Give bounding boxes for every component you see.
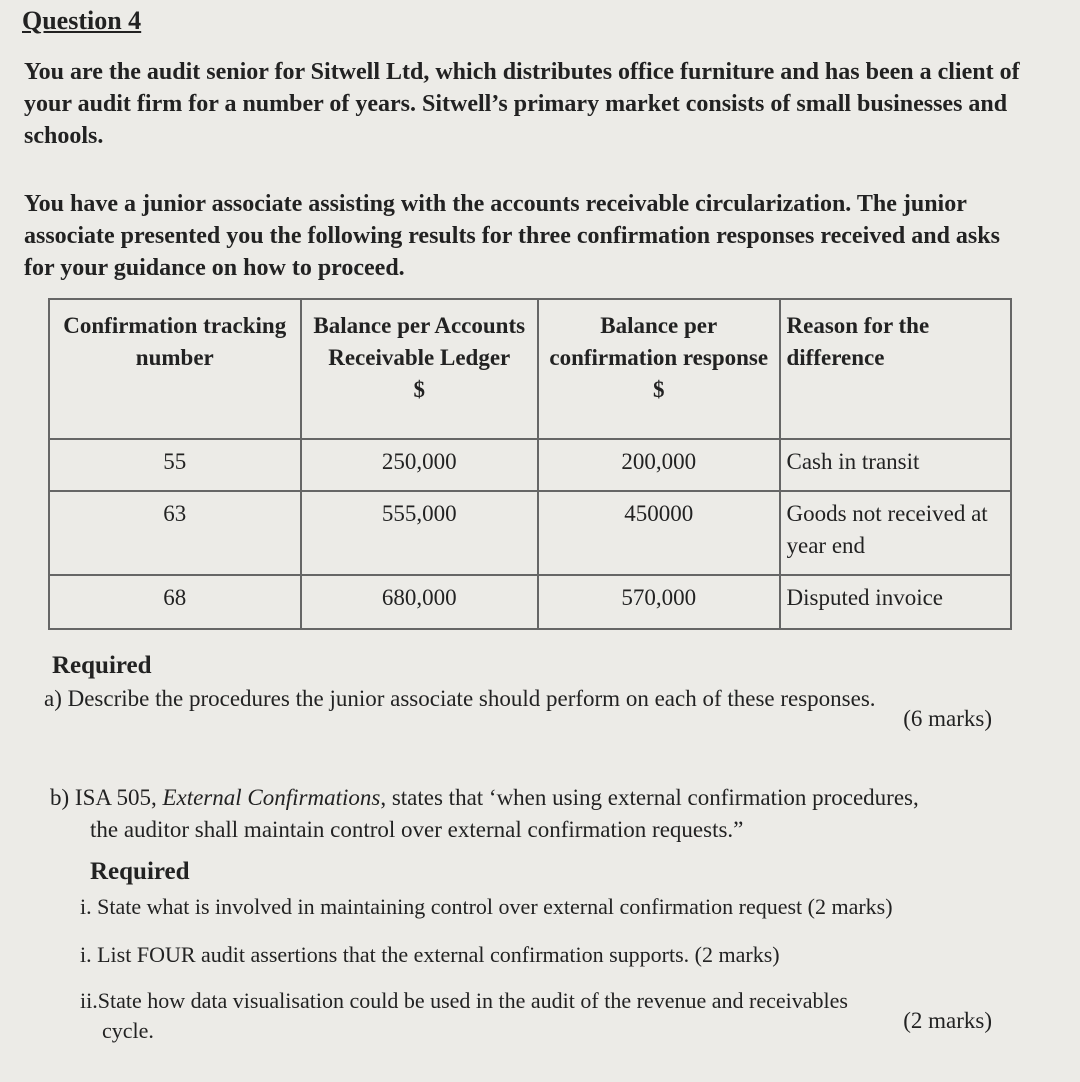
header-response bbox=[538, 299, 780, 439]
requirement-a: a) Describe the procedures the junior associate should perform on each of these responses. bbox=[44, 686, 876, 711]
cell-reason: Disputed invoice bbox=[780, 575, 1012, 629]
table-row bbox=[49, 575, 1011, 629]
requirement-b-iii-cont: cycle. bbox=[102, 1018, 154, 1043]
cell-response: 200,000 bbox=[538, 439, 780, 491]
requirement-b-quote: , states that ‘when using external confirmation procedures, bbox=[380, 785, 919, 810]
requirement-b-ii: i. List FOUR audit assertions that the external confirmation supports. (2 marks) bbox=[80, 942, 780, 967]
cell-ledger: 680,000 bbox=[301, 575, 538, 629]
task-paragraph: You have a junior associate assisting with the accounts receivable circularization. The junior associate presented you the following results for three confirmation responses received and asks for your guidance on how to proceed. bbox=[24, 191, 1000, 281]
header-ledger bbox=[301, 299, 538, 439]
cell-ledger: 555,000 bbox=[301, 491, 538, 575]
header-reason: Reason for the difference bbox=[780, 299, 1012, 439]
cell-tracking: 68 bbox=[49, 575, 301, 629]
requirement-b-prefix: b) ISA 505, bbox=[50, 785, 163, 810]
marks-b-iii: (2 marks) bbox=[903, 1008, 992, 1033]
required-heading: Required bbox=[52, 652, 152, 679]
requirement-b-iii bbox=[80, 986, 1030, 1046]
cell-response: 450000 bbox=[538, 491, 780, 575]
cell-reason: Goods not received at year end bbox=[780, 491, 1012, 575]
table-header-row bbox=[49, 299, 1011, 439]
header-ledger-label: Balance per Accounts Receivable Ledger bbox=[313, 313, 526, 370]
confirmation-table bbox=[48, 298, 1012, 630]
requirement-b-quote-cont: the auditor shall maintain control over external confirmation requests.” bbox=[90, 817, 744, 842]
cell-ledger: 250,000 bbox=[301, 439, 538, 491]
table-row bbox=[49, 491, 1011, 575]
requirement-b-i: i. State what is involved in maintaining control over external confirmation request (2 marks) bbox=[80, 894, 893, 919]
header-tracking: Confirmation tracking number bbox=[49, 299, 301, 439]
required-heading-b: Required bbox=[90, 858, 190, 885]
cell-reason: Cash in transit bbox=[780, 439, 1012, 491]
header-ledger-unit: $ bbox=[413, 377, 425, 402]
standard-title: External Confirmations bbox=[162, 785, 381, 810]
cell-response: 570,000 bbox=[538, 575, 780, 629]
question-title: Question 4 bbox=[22, 6, 142, 35]
table-row bbox=[49, 439, 1011, 491]
cell-tracking: 55 bbox=[49, 439, 301, 491]
requirement-b bbox=[50, 782, 1030, 846]
requirement-b-iii-text: ii.State how data visualisation could be used in the audit of the revenue and receivables bbox=[80, 988, 848, 1013]
cell-tracking: 63 bbox=[49, 491, 301, 575]
intro-paragraph: You are the audit senior for Sitwell Ltd, which distributes office furniture and has been a client of your audit firm for a number of years. Sitwell’s primary market consists of small businesses and schools. bbox=[24, 59, 1020, 149]
marks-a: (6 marks) bbox=[903, 706, 992, 731]
header-response-label: Balance per confirmation response bbox=[549, 313, 769, 370]
header-response-unit: $ bbox=[652, 377, 665, 402]
